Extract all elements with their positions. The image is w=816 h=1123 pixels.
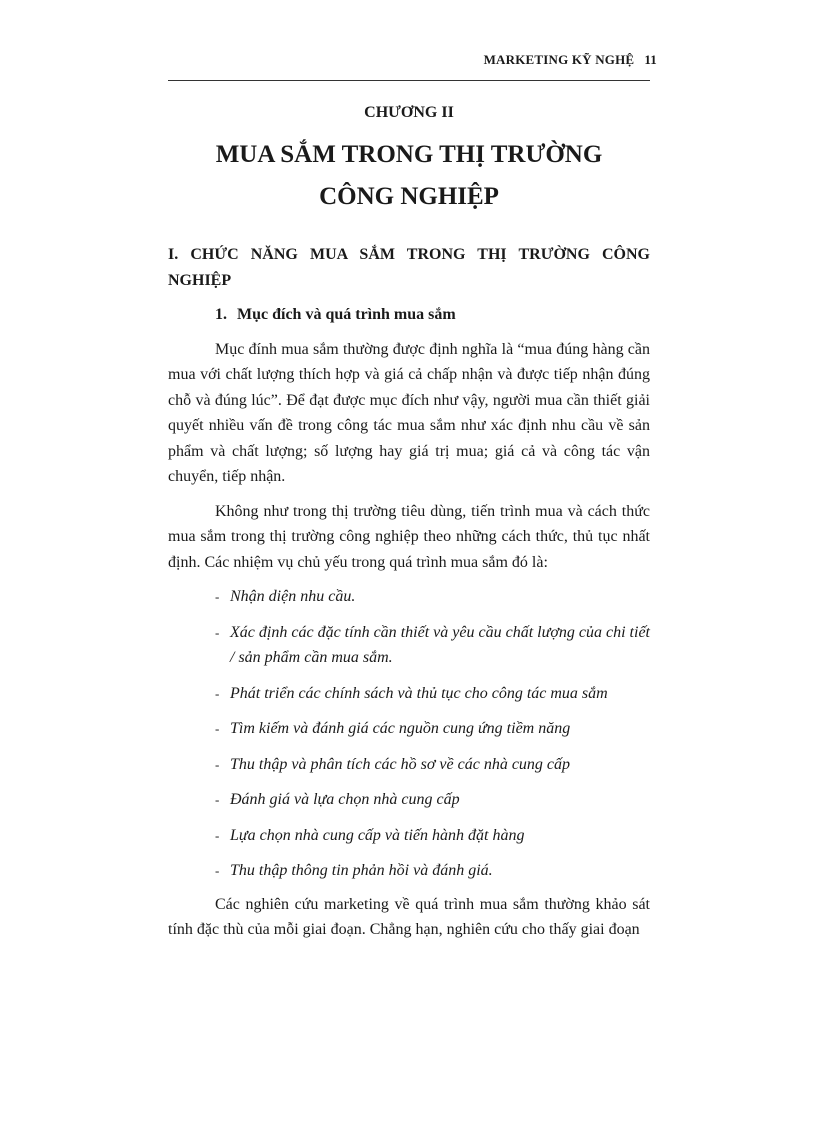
paragraph-research: Các nghiên cứu marketing về quá trình mua sắm thường khảo sát tính đặc thù của mỗi giai đoạn. Chẳng hạn, nghiên cứu cho thấy giai đoạn	[168, 895, 650, 938]
task-item	[168, 620, 650, 671]
task-item	[168, 752, 650, 778]
task-item	[168, 823, 650, 849]
task-item	[168, 681, 650, 707]
task-text: Thu thập thông tin phản hồi và đánh giá.	[230, 862, 493, 879]
section-heading: I. CHỨC NĂNG MUA SẮM TRONG THỊ TRƯỜNG CÔNG NGHIỆP	[168, 246, 650, 289]
page-body	[168, 242, 650, 952]
chapter-number: CHƯƠNG II	[364, 104, 454, 121]
bullet-dash: -	[215, 792, 220, 807]
task-item	[168, 787, 650, 813]
bullet-dash: -	[215, 685, 220, 701]
bullet-dash: -	[215, 863, 220, 878]
paragraph-process: Không như trong thị trường tiêu dùng, tiến trình mua và cách thức mua sắm trong thị trường công nghiệp theo những cách thức, thủ tục nhất định. Các nhiệm vụ chủ yếu trong quá trình mua sắm đó là:	[168, 502, 650, 571]
chapter-title-line-1: MUA SẮM TRONG THỊ TRƯỜNG	[215, 141, 603, 168]
task-text: Xác định các đặc tính cần thiết và yêu cầu chất lượng của chi tiết / sản phẩm cần mua sắm.	[230, 623, 650, 666]
task-item	[168, 584, 650, 610]
task-text: Phát triển các chính sách và thủ tục cho công tác mua sắm	[230, 684, 608, 702]
task-item	[168, 858, 650, 884]
subsection-heading	[168, 302, 650, 328]
paragraph-purpose: Mục đính mua sắm thường được định nghĩa là “mua đúng hàng cần mua với chất lượng thích hợp và giá cả chấp nhận và được tiếp nhận đúng chỗ và đúng lúc”. Để đạt được mục đích như vậy, người mua cần thiết giải quyết nhiều vấn đề trong công tác mua sắm như xác định nhu cầu về sản phẩm và chất lượng; số lượng hay giá trị mua; giá cả và công tác vận chuyển, tiếp nhận.	[168, 340, 650, 485]
task-text: Thu thập và phân tích các hồ sơ về các nhà cung cấp	[230, 755, 571, 773]
bullet-dash: -	[215, 589, 220, 604]
task-text: Tìm kiếm và đánh giá các nguồn cung ứng tiềm năng	[230, 720, 571, 737]
bullet-dash: -	[215, 756, 220, 772]
chapter-title-line-2: CÔNG NGHIỆP	[319, 183, 499, 210]
chapter-title	[168, 134, 650, 218]
bullet-dash: -	[215, 827, 220, 843]
bullet-dash: -	[215, 624, 220, 640]
task-item	[168, 716, 650, 742]
task-text: Đánh giá và lựa chọn nhà cung cấp	[230, 791, 460, 808]
subsection-number: 1.	[215, 306, 227, 323]
running-header-title: MARKETING KỸ NGHỆ	[483, 52, 635, 67]
bullet-dash: -	[215, 721, 220, 736]
task-text: Lựa chọn nhà cung cấp và tiến hành đặt hàng	[230, 826, 525, 844]
task-list	[168, 584, 650, 884]
page-number: 11	[644, 52, 657, 67]
task-text: Nhận diện nhu cầu.	[230, 588, 356, 605]
running-header	[168, 52, 657, 68]
subsection-title: Mục đích và quá trình mua sắm	[237, 306, 456, 323]
header-rule	[168, 80, 650, 81]
